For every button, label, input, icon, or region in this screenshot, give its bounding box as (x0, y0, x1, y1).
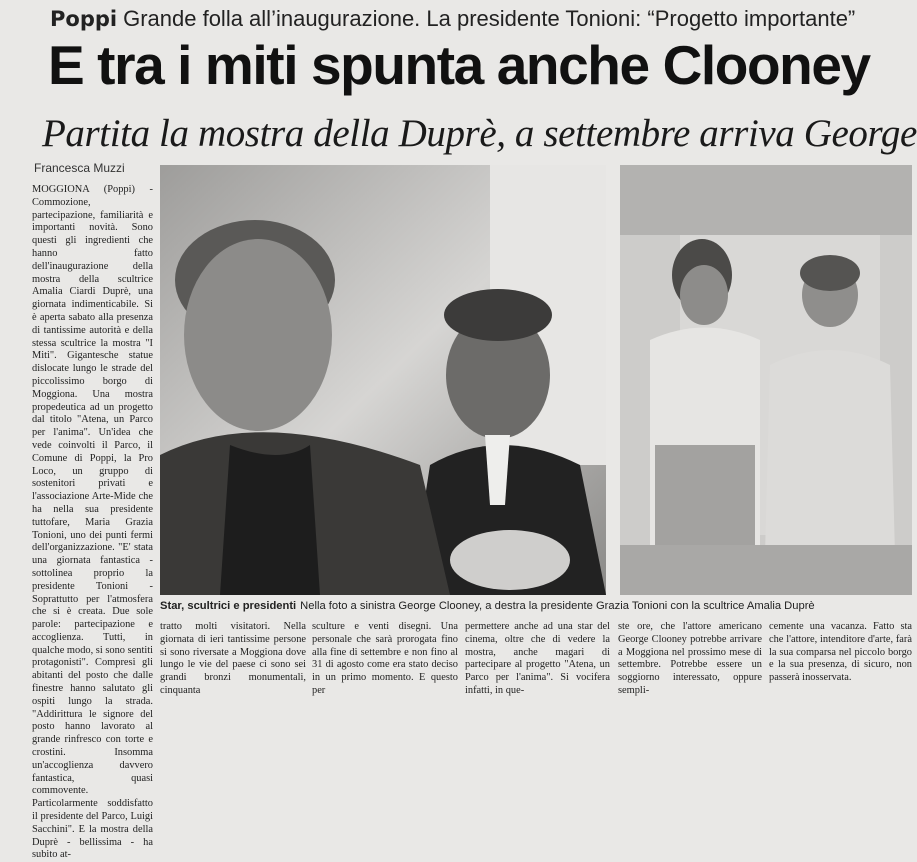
photo-caption (160, 599, 916, 613)
caption-text: Nella foto a sinistra George Clooney, a destra la presidente Grazia Tonioni con la scultrice Amalia Duprè (300, 600, 815, 612)
kicker-tag: Poppi (50, 7, 118, 31)
photo-tonioni-dupre (620, 165, 912, 595)
headline: E tra i miti spunta anche Clooney (48, 34, 870, 96)
article-column-6: cemente una vacanza. Fatto sta che l'attore, intenditore d'arte, farà la sua comparsa nel piccolo borgo e la sua presenza, di sicuro, non passerà inosservata. (769, 621, 912, 684)
deck-subheadline: Partita la mostra della Duprè, a settembre arriva George (42, 112, 917, 155)
byline: Francesca Muzzi (34, 161, 125, 175)
photo-tonioni-dupre-image (620, 165, 912, 595)
kicker-text: Grande folla all’inaugurazione. La presidente Tonioni: “Progetto importante” (123, 6, 856, 31)
article-column-2: tratto molti visitatori. Nella giornata di ieri tantissime persone si sono riversate a Moggiona dove lungo le vie del paese ci sono sei grandi bronzi monumentali, cinquanta (160, 621, 306, 696)
article-column-1: MOGGIONA (Poppi) - Commozione, partecipazione, familiarità e importanti novità. Sono questi gli ingredienti che hanno fatto dell'inaugurazione della mostra della scultrice Amalia Ciardi Duprè, una giornata indimenticabile. Si è aperta sabato alla presenza di tantissime autorità e della stessa scultrice la mostra "I Miti". Gigantesche statue dislocate lungo le strade del piccolissimo borgo di Moggiona. Una mostra propedeutica ad un progetto dal titolo "Atena, un Parco per l'anima". Un'idea che vede coinvolti il Parco, il Comune di Poppi, la Pro Loco, un gruppo di sostenitori privati e l'associazione Arte-Mide che ha nella sua presidente tuttofare, Maria Grazia Tonioni, uno dei punti fermi dell'organizzazione. "E' stata una giornata fantastica - sottolinea proprio la presidente Tonioni - Soprattutto per l'atmosfera che si è creata. Due sole parole: partecipazione e accoglienza. Tutti, in qualche modo, si sono sentiti protagonisti". Compresi gli abitanti del posto che dalle finestre hanno salutato gli ospiti lungo la strada. "Addirittura le signore del posto hanno lavorato al grande rinfresco con torte e crostini. Insomma un'accoglienza davvero fantastica, quasi commovente. Particolarmente soddisfatto il presidente del Parco, Luigi Sacchini". E la mostra della Duprè - bellissima - ha subito at- (32, 184, 153, 861)
photo-clooney (160, 165, 606, 595)
photo-clooney-image (160, 165, 606, 595)
kicker (50, 6, 910, 32)
article-column-4: permettere anche ad una star del cinema, oltre che di vedere la mostra, anche magari di partecipare al progetto "Atena, un Parco per l'anima". Si vocifera infatti, in que- (465, 621, 610, 696)
caption-title: Star, scultrici e presidenti (160, 600, 297, 612)
article-column-3: sculture e venti disegni. Una personale che sarà prorogata fino alla fine di settembre e non fino al 31 di agosto come era stato deciso in un primo momento. E questo per (312, 621, 458, 696)
article-column-5: ste ore, che l'attore americano George Clooney potrebbe arrivare a Moggiona nel prossimo mese di settembre. Potrebbe essere un soggiorno interessato, oppure sempli- (618, 621, 762, 696)
